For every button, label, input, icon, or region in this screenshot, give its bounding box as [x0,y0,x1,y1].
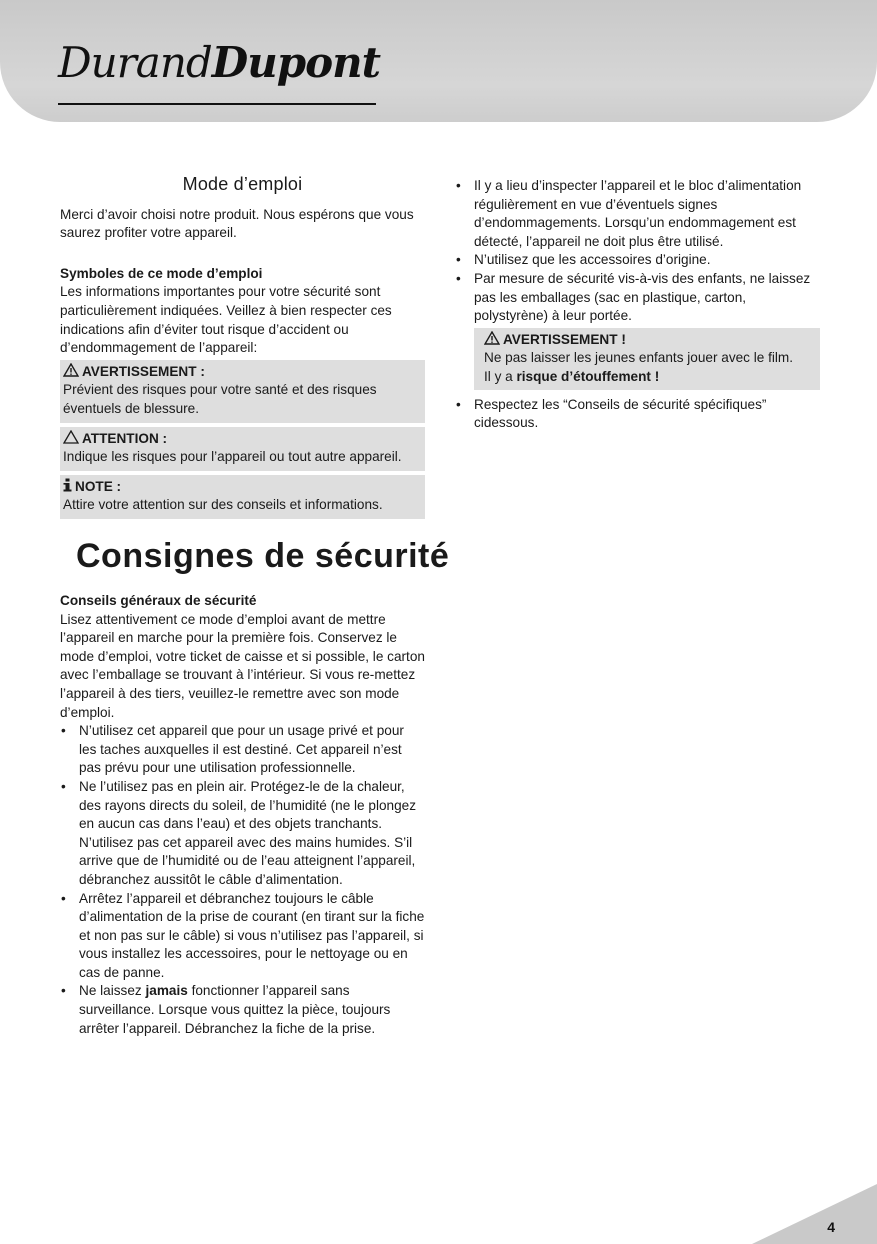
warning-text: Prévient des risques pour votre santé et des risques éventuels de blessure. [63,382,377,416]
list-item: • N’utilisez cet appareil que pour un usage privé et pour les taches auxquelles il est destiné. Cet appareil n’est pas prévu pour une utilisation professionnelle. [60,722,425,778]
logo-part2: Dupont [211,38,381,87]
safety-bullet-list [60,722,425,1038]
safety-subheading: Conseils généraux de sécurité [60,593,257,608]
note-title-line [63,478,421,497]
right-bullet-list [455,177,820,326]
risk-bold: risque d’étouffement ! [516,368,660,384]
attention-triangle-icon [63,430,79,444]
info-icon [63,478,72,492]
safety-title: Consignes de sécurité [76,537,450,575]
page-header [0,0,877,122]
right-warning-title: AVERTISSEMENT ! [503,331,626,347]
safety-section [60,592,425,1038]
right-column [455,177,820,433]
right-warning-risk [484,368,812,387]
note-text: Attire votre attention sur des conseils et informations. [63,497,383,513]
list-item: • Par mesure de sécurité vis-à-vis des enfants, ne laissez pas les emballages (sac en plastique, carton, polystyrène) à leur portée. [455,270,820,326]
safety-intro: Lisez attentivement ce mode d’emploi avant de mettre l’appareil en marche pour la première fois. Conservez le mode d’emploi, votre ticket de caisse et si possible, le carton avec l’emballage se trouvant à l’intérieur. Si vous re-mettez l’appareil à des tiers, veuillez-le remettre avec son mode d’emploi. [60,611,425,720]
list-item [60,982,425,1038]
logo-part1: Durand [58,38,212,87]
attention-text: Indique les risques pour l’appareil ou tout autre appareil. [63,449,402,465]
risk-pre: Il y a [484,368,517,384]
list-item: • Arrêtez l’appareil et débranchez toujours le câble d’alimentation de la prise de courant (en tirant sur la fiche et non pas sur le câble) si vous n’utilisez pas l’appareil, si vous installez les accessoires, pour le nettoyage ou en cas de panne. [60,890,425,983]
right-warning-text: Ne pas laisser les jeunes enfants jouer avec le film. [484,350,794,366]
symbols-text: Les informations importantes pour votre sécurité sont particulièrement indiquées. Veillez à bien respecter ces indications afin d’éviter tout risque d’accident ou d’endommagement de l’appareil: [60,284,392,356]
list-item: • N’utilisez que les accessoires d’origine. [455,251,820,270]
bullet-text-post: fonctionner l’appareil sans surveillance. Lorsque vous quittez la pièce, toujours arrêter l’appareil. Débranchez la fiche de la prise. [79,983,391,1036]
bullet-text-bold: jamais [145,983,188,999]
intro-text: Merci d’avoir choisi notre produit. Nous espérons que vous saurez profiter votre appareil. [60,206,414,241]
warning-triangle-icon [63,363,79,377]
warning-title-line [63,363,421,382]
right-warning-title-line [484,331,812,350]
note-title: NOTE : [75,478,122,494]
warning-box [60,360,425,423]
attention-box [60,427,425,471]
list-item: • Ne l’utilisez pas en plein air. Protégez-le de la chaleur, des rayons directs du soleil, de l’humidité (ne le plongez en aucun cas dans l’eau) et des objets tranchants. N’utilisez pas cet appareil avec des mains humides. S’il arrive que de l’humidité ou de l’eau atteignent l’appareil, débranchez aussitôt le câble d’alimentation. [60,778,425,890]
brand-logo [58,38,380,87]
note-box [60,475,425,519]
page-number: 4 [827,1219,835,1235]
right-warning-box [474,328,820,390]
list-item: • Il y a lieu d’inspecter l’appareil et le bloc d’alimentation régulièrement en vue d’éventuels signes d’endommagements. Lorsqu’un endommagement est détecté, l’appareil ne doit plus être utilisé. [455,177,820,251]
attention-title: ATTENTION : [82,430,168,446]
logo-underline [58,103,376,105]
attention-title-line [63,430,421,449]
symbols-heading: Symboles de ce mode d’emploi [60,265,263,281]
warning-triangle-icon [484,331,500,345]
left-column [60,175,425,519]
bullet-text-pre: Ne laissez [79,983,146,999]
list-item: • Respectez les “Conseils de sécurité spécifiques” cidessous. [455,396,820,433]
corner-decoration [752,1184,877,1244]
section-title-mode-emploi: Mode d’emploi [182,174,303,194]
right-bullet-list-2 [455,396,820,433]
warning-title: AVERTISSEMENT : [82,363,205,379]
